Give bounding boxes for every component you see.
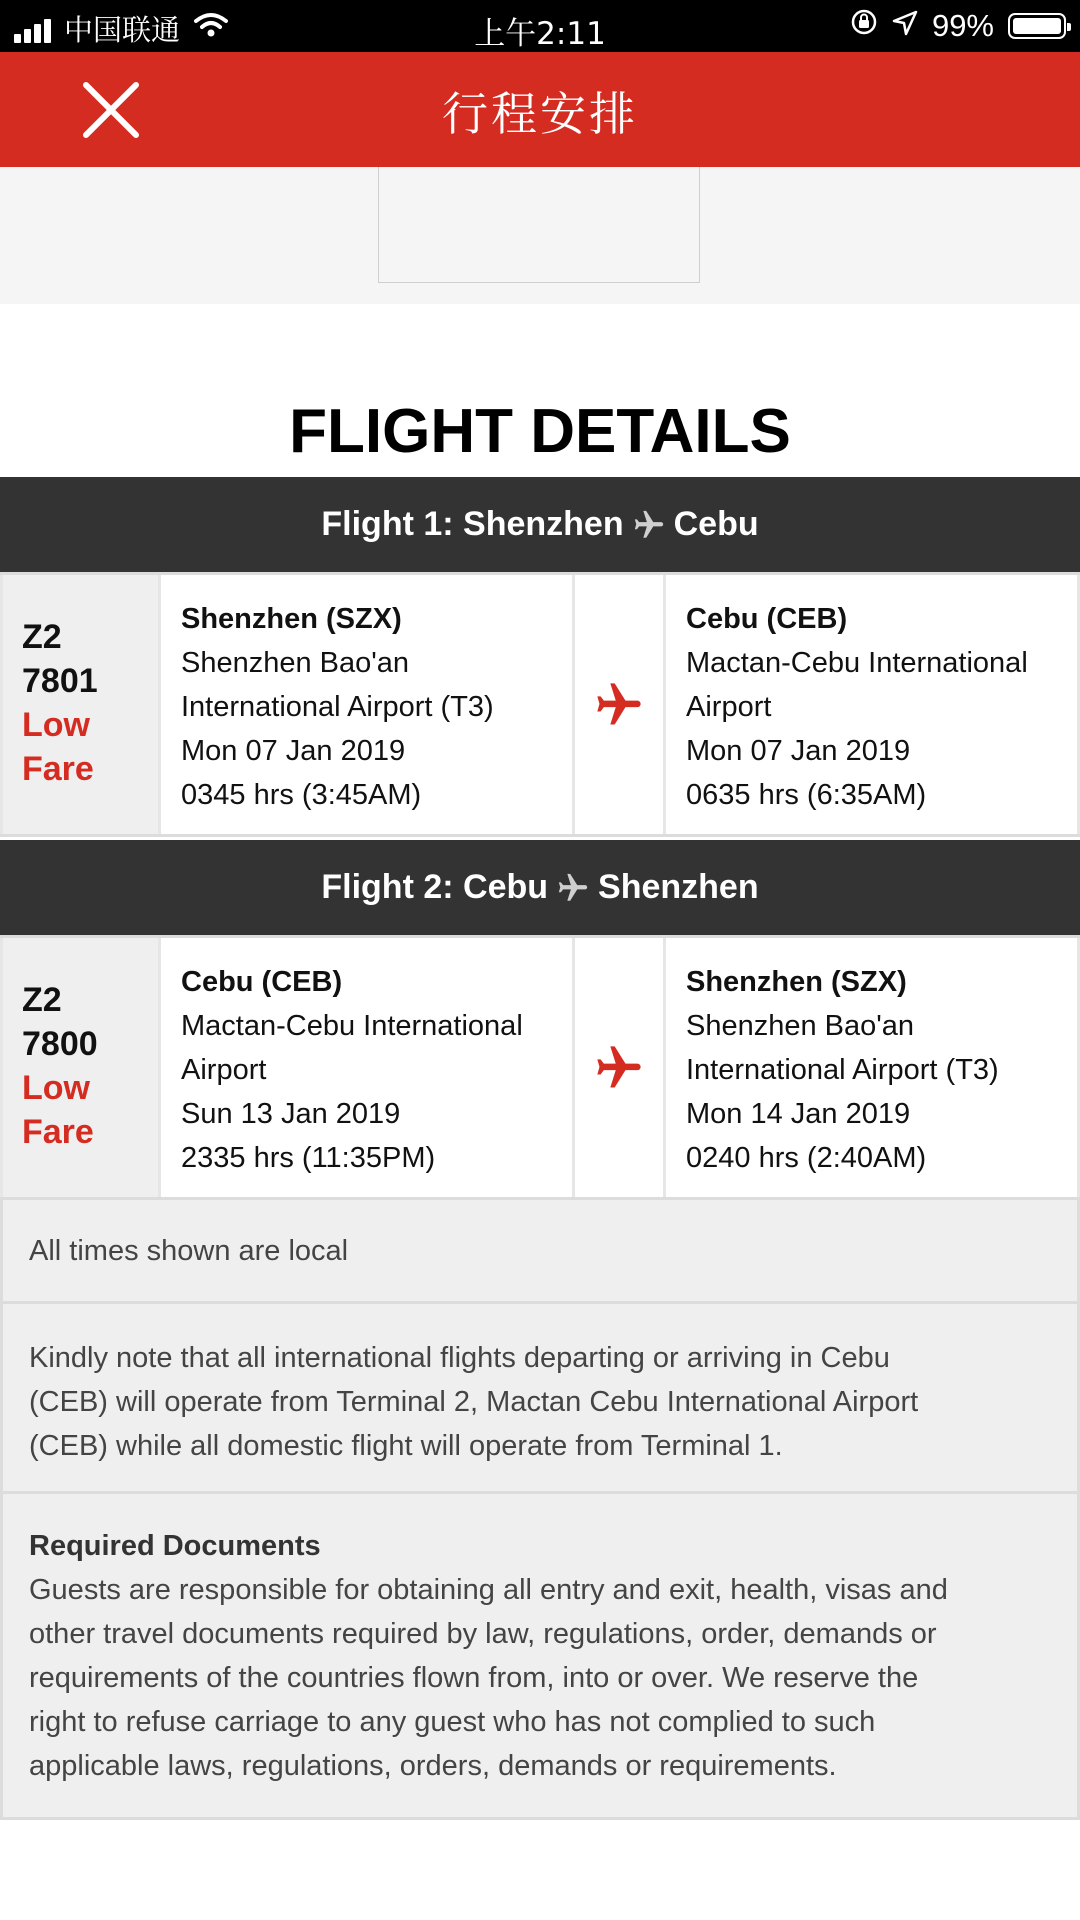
battery-percent: 99% bbox=[931, 8, 994, 43]
battery-level bbox=[1013, 18, 1061, 34]
carrier-name: 中国联通 bbox=[64, 13, 181, 47]
flight-number: 7801 bbox=[22, 662, 98, 700]
terminal-note bbox=[0, 1304, 1080, 1494]
status-bar bbox=[0, 0, 1080, 52]
flight-1-header-from: Flight 1: Shenzhen bbox=[321, 505, 624, 543]
local-times-note bbox=[0, 1200, 1080, 1304]
departure-airport: International Airport (T3) bbox=[181, 691, 494, 723]
arrival-time: 0635 hrs (6:35AM) bbox=[686, 779, 927, 811]
required-documents-line: requirements of the countries flown from, into or over. We reserve the bbox=[29, 1662, 919, 1694]
departure-time: 0345 hrs (3:45AM) bbox=[181, 779, 422, 811]
required-documents bbox=[0, 1494, 1080, 1820]
flight-2-row bbox=[0, 935, 1080, 1200]
departure-time: 2335 hrs (11:35PM) bbox=[181, 1142, 436, 1174]
plane-icon bbox=[556, 871, 590, 905]
arrival-airport: Mactan-Cebu International bbox=[686, 647, 1028, 679]
banner-area bbox=[0, 167, 1080, 304]
flight-number: 7800 bbox=[22, 1025, 98, 1063]
terminal-note-line: (CEB) while all domestic flight will operate from Terminal 1. bbox=[29, 1430, 783, 1462]
plane-icon bbox=[593, 1042, 645, 1094]
status-time: 上午2:11 bbox=[474, 16, 606, 52]
departure-airport: Airport bbox=[181, 1054, 267, 1086]
departure-city: Shenzhen (SZX) bbox=[181, 603, 402, 635]
fare-type: Low bbox=[22, 1069, 90, 1107]
flight-1-header bbox=[0, 477, 1080, 572]
flight-direction bbox=[575, 938, 663, 1197]
arrival-airport: Shenzhen Bao'an bbox=[686, 1010, 915, 1042]
arrival-airport: Airport bbox=[686, 691, 772, 723]
terminal-note-line: (CEB) will operate from Terminal 2, Mactan Cebu International Airport bbox=[29, 1386, 919, 1418]
flight-2-arrival bbox=[666, 938, 1077, 1197]
required-documents-line: applicable laws, regulations, orders, demands or requirements. bbox=[29, 1750, 837, 1782]
arrival-city: Cebu (CEB) bbox=[686, 603, 848, 635]
flight-2-departure bbox=[161, 938, 572, 1197]
terminal-note-line: Kindly note that all international flights departing or arriving in Cebu bbox=[29, 1342, 890, 1374]
banner-image-placeholder bbox=[378, 167, 700, 283]
location-icon bbox=[892, 8, 918, 44]
fare-type: Fare bbox=[22, 750, 94, 788]
flight-1-row bbox=[0, 572, 1080, 837]
local-times-text: All times shown are local bbox=[29, 1235, 349, 1267]
arrival-airport: International Airport (T3) bbox=[686, 1054, 999, 1086]
plane-icon bbox=[632, 508, 666, 542]
flight-direction bbox=[575, 575, 663, 834]
arrival-time: 0240 hrs (2:40AM) bbox=[686, 1142, 927, 1174]
flight-1-arrival bbox=[666, 575, 1077, 834]
flight-2-header bbox=[0, 840, 1080, 935]
status-right bbox=[836, 8, 1066, 44]
arrival-date: Mon 07 Jan 2019 bbox=[686, 735, 911, 767]
arrival-city: Shenzhen (SZX) bbox=[686, 966, 907, 998]
required-documents-line: other travel documents required by law, regulations, order, demands or bbox=[29, 1618, 937, 1650]
flight-number: Z2 bbox=[22, 981, 62, 1019]
flight-2-header-from: Flight 2: Cebu bbox=[321, 868, 549, 906]
departure-date: Sun 13 Jan 2019 bbox=[181, 1098, 401, 1130]
orientation-lock-icon bbox=[850, 8, 878, 44]
page-title: FLIGHT DETAILS bbox=[289, 397, 791, 466]
flight-1-departure bbox=[161, 575, 572, 834]
arrival-date: Mon 14 Jan 2019 bbox=[686, 1098, 911, 1130]
departure-city: Cebu (CEB) bbox=[181, 966, 343, 998]
required-documents-line: right to refuse carriage to any guest who has not complied to such bbox=[29, 1706, 876, 1738]
fare-type: Fare bbox=[22, 1113, 94, 1151]
departure-airport: Mactan-Cebu International bbox=[181, 1010, 523, 1042]
flight-1-header-to: Cebu bbox=[673, 505, 759, 543]
nav-bar bbox=[0, 52, 1080, 167]
flight-2-code-cell bbox=[3, 938, 158, 1197]
required-documents-title: Required Documents bbox=[29, 1530, 321, 1562]
plane-icon bbox=[593, 679, 645, 731]
flight-number: Z2 bbox=[22, 618, 62, 656]
battery-icon bbox=[1008, 13, 1066, 39]
required-documents-line: Guests are responsible for obtaining all entry and exit, health, visas and bbox=[29, 1574, 948, 1606]
departure-airport: Shenzhen Bao'an bbox=[181, 647, 410, 679]
nav-title: 行程安排 bbox=[442, 87, 638, 141]
fare-type: Low bbox=[22, 706, 90, 744]
flight-2-header-to: Shenzhen bbox=[598, 868, 759, 906]
departure-date: Mon 07 Jan 2019 bbox=[181, 735, 406, 767]
flight-1-code-cell bbox=[3, 575, 158, 834]
